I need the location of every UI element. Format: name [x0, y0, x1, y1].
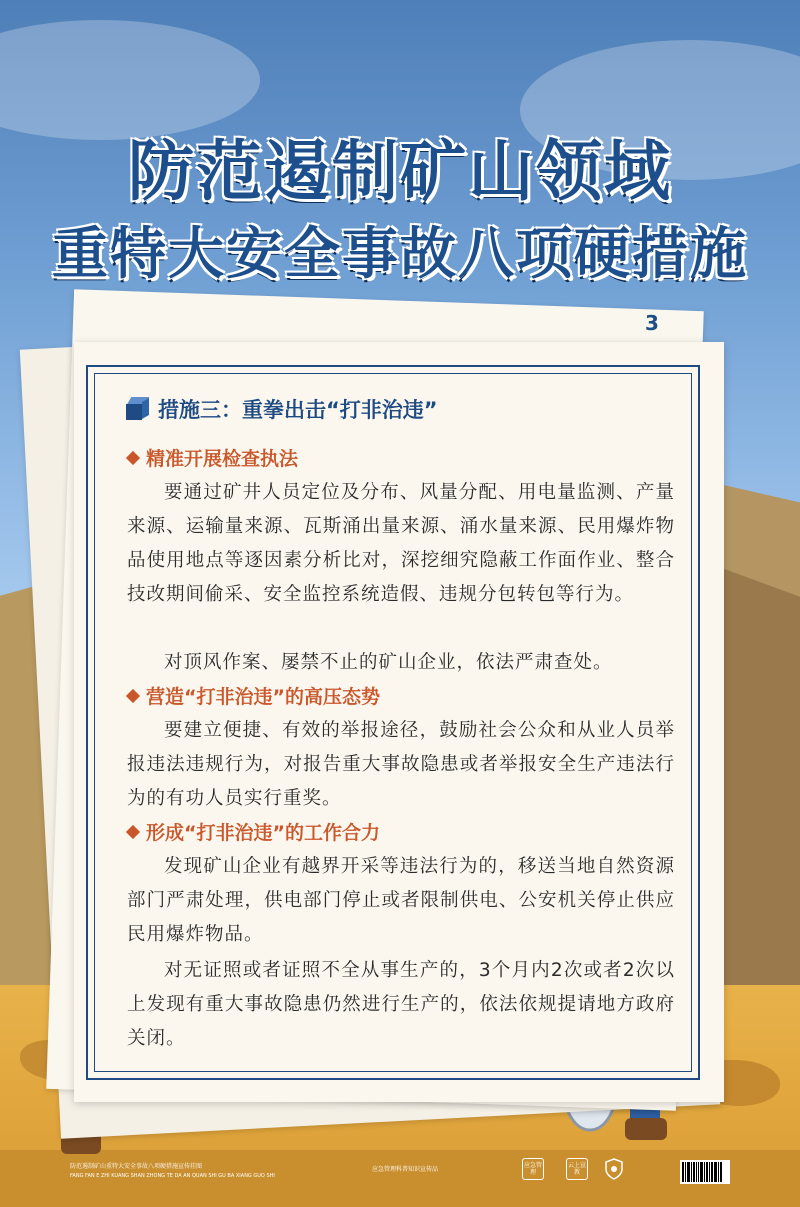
- footer-publisher: 应急管理科普知识宣传品: [372, 1166, 439, 1173]
- section-heading-text: 营造“打非治违”的高压态势: [146, 686, 380, 708]
- measure-heading: [126, 394, 438, 424]
- barcode-icon: [680, 1160, 730, 1184]
- section-heading-text: 形成“打非治违”的工作合力: [146, 822, 380, 844]
- logo-cloud-education: 云上宣教: [566, 1158, 588, 1180]
- section-heading-1: [126, 444, 298, 471]
- section-2-paragraph-1: 要建立便捷、有效的举报途径，鼓励社会公众和从业人员举报违法违规行为，对报告重大事故隐患或者举报安全生产违法行为的有功人员实行重奖。: [127, 720, 675, 809]
- footer-series-pinyin: FANG FAN E ZHI KUANG SHAN ZHONG TE DA AN QUAN SHI GU BA XIANG GUO SHI: [70, 1173, 275, 1179]
- footer-series-title: 防范遏制矿山重特大安全事故八项硬措施宣传挂图: [70, 1163, 203, 1170]
- section-1-paragraph-1: 要通过矿井人员定位及分布、风量分配、用电量监测、产量来源、运输量来源、瓦斯涌出量来源、涌水量来源、民用爆炸物品使用地点等逐因素分析比对，深挖细究隐蔽工作面作业、整合技改期间偷采、安全监控系统造假、违规分包转包等行为。: [127, 482, 675, 605]
- poster-title-line2: 重特大安全事故八项硬措施: [52, 222, 748, 287]
- section-3-paragraph-1: 发现矿山企业有越界开采等违法行为的，移送当地自然资源部门严肃处理，供电部门停止或者限制供电、公安机关停止供应民用爆炸物品。: [127, 856, 675, 945]
- diamond-bullet-icon: [126, 451, 140, 465]
- section-heading-text: 精准开展检查执法: [146, 448, 299, 470]
- diamond-bullet-icon: [126, 825, 140, 839]
- shield-emblem-icon: [604, 1158, 624, 1180]
- cube-icon: [126, 397, 150, 421]
- section-3-paragraph-2: 对无证照或者证照不全从事生产的，3个月内2次或者2次以上发现有重大事故隐患仍然进行生产的，依法依规提请地方政府关闭。: [127, 960, 675, 1049]
- poster-title-line1: 防范遏制矿山领域: [128, 133, 672, 210]
- section-heading-3: [126, 818, 380, 845]
- logo-emergency-management: 应急管理: [522, 1158, 544, 1180]
- measure-heading-text: 措施三：重拳出击“打非治违”: [158, 398, 438, 422]
- page-number: 3: [645, 311, 659, 335]
- diamond-bullet-icon: [126, 689, 140, 703]
- section-1-paragraph-2: 对顶风作案、屡禁不止的矿山企业，依法严肃查处。: [164, 652, 613, 673]
- section-heading-2: [126, 682, 380, 709]
